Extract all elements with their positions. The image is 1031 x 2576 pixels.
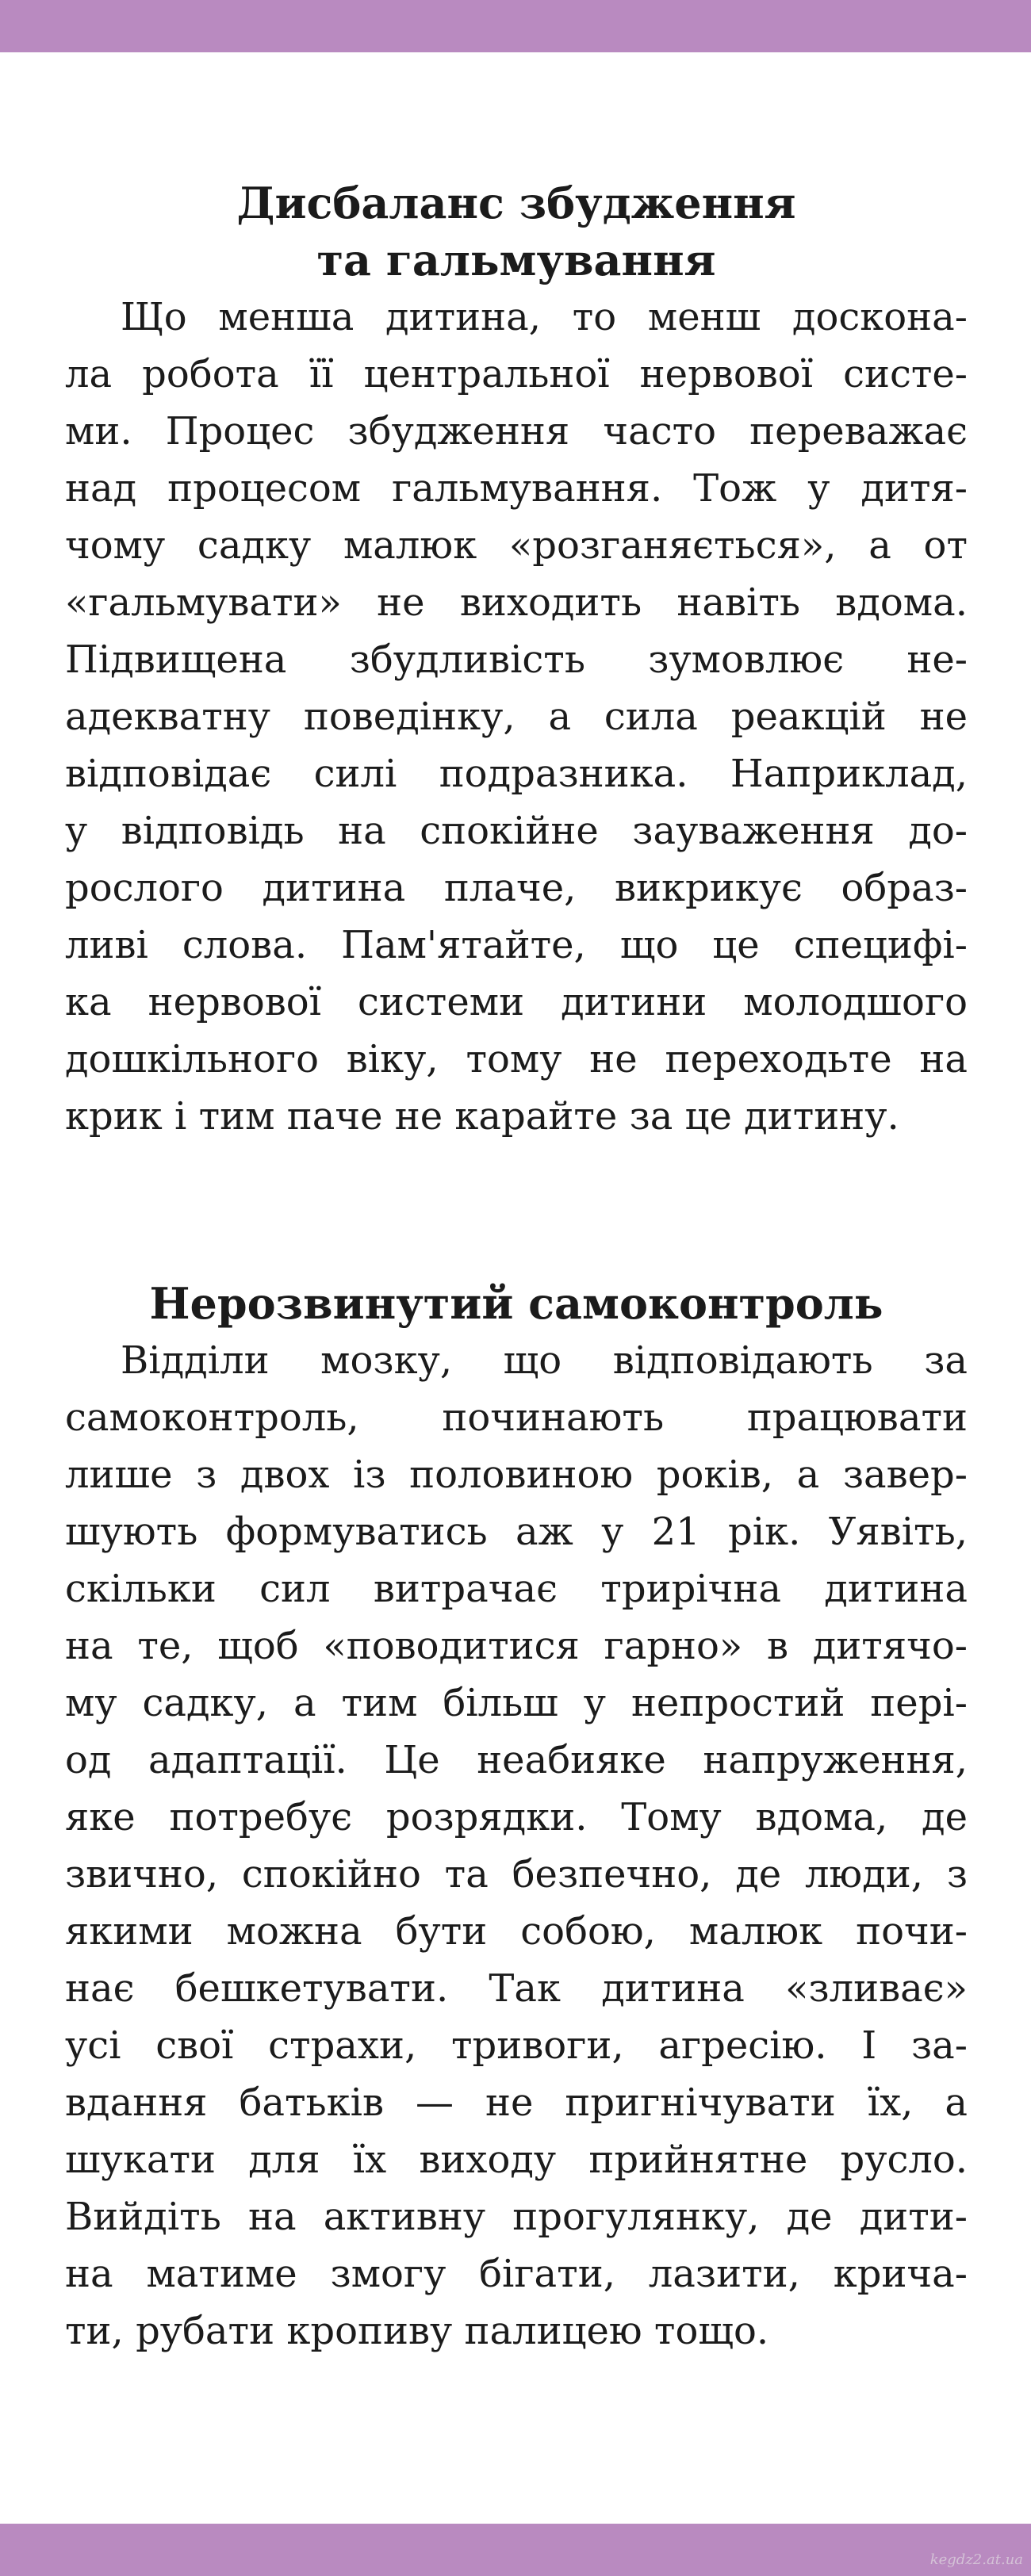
paragraph-line: од адаптації. Це неабияке напруження, bbox=[65, 1738, 968, 1782]
paragraph-line: нає бешкетувати. Так дитина «зливає» bbox=[65, 1966, 968, 2011]
paragraph-line: самоконтроль, починають працювати bbox=[65, 1395, 968, 1440]
paragraph-line: шують формуватись аж у 21 рік. Уявіть, bbox=[65, 1510, 968, 1554]
paragraph-line: звично, спокійно та безпечно, де люди, з bbox=[65, 1852, 968, 1897]
watermark: kegdz2.at.ua bbox=[929, 2551, 1023, 2568]
paragraph-line: Вийдіть на активну прогулянку, де дити- bbox=[65, 2195, 968, 2239]
paragraph-line: відповідає силі подразника. Наприклад, bbox=[65, 752, 968, 796]
paragraph-line: яке потребує розрядки. Тому вдома, де bbox=[65, 1795, 968, 1839]
paragraph-line: рослого дитина плаче, викрикує образ- bbox=[65, 866, 968, 910]
paragraph-line: ливі слова. Пам'ятайте, що це специфі- bbox=[65, 923, 968, 967]
paragraph-line: му садку, а тим більш у непростий пері- bbox=[65, 1681, 968, 1725]
paragraph-line: чому садку малюк «розганяється», а от bbox=[65, 523, 968, 568]
paragraph-line: шукати для їх виходу прийнятне русло. bbox=[65, 2138, 968, 2182]
paragraph-line: дошкільного віку, тому не переходьте на bbox=[65, 1037, 968, 1081]
paragraph-line: якими можна бути собою, малюк почи- bbox=[65, 1909, 968, 1954]
section-heading: Нерозвинутий самоконтроль bbox=[149, 1278, 883, 1329]
paragraph-line: на те, щоб «поводитися гарно» в дитячо- bbox=[65, 1624, 968, 1668]
paragraph-line: лише з двох із половиною років, а завер- bbox=[65, 1453, 968, 1497]
bottom-decorative-bar bbox=[0, 2524, 1031, 2576]
paragraph-line: ла робота її центральної нервової систе- bbox=[65, 352, 968, 396]
paragraph-line: вдання батьків — не пригнічувати їх, а bbox=[65, 2080, 968, 2125]
paragraph-line: адекватну поведінку, а сила реакцій не bbox=[65, 695, 968, 739]
paragraph-line: крик і тим паче не карайте за це дитину. bbox=[65, 1094, 899, 1139]
section-heading: Дисбаланс збудження та гальмування bbox=[236, 178, 796, 285]
paragraph-line: у відповідь на спокійне зауваження до- bbox=[65, 809, 968, 853]
paragraph-line: ка нервової системи дитини молодшого bbox=[65, 980, 968, 1024]
paragraph-line: Відділи мозку, що відповідають за bbox=[121, 1338, 968, 1383]
paragraph-line: на матиме змогу бігати, лазити, крича- bbox=[65, 2252, 968, 2296]
paragraph-line: «гальмувати» не виходить навіть вдома. bbox=[65, 580, 968, 625]
paragraph-line: ми. Процес збудження часто переважає bbox=[65, 409, 968, 454]
section-self-control bbox=[65, 1275, 968, 2360]
section-paragraph bbox=[65, 1332, 968, 2360]
section-paragraph bbox=[65, 289, 968, 1145]
top-decorative-bar bbox=[0, 0, 1031, 52]
paragraph-line: Підвищена збудливість зумовлює не- bbox=[65, 637, 968, 682]
paragraph-line: усі свої страхи, тривоги, агресію. І за- bbox=[65, 2023, 968, 2068]
paragraph-line: скільки сил витрачає трирічна дитина bbox=[65, 1567, 968, 1611]
paragraph-line: над процесом гальмування. Тож у дитя- bbox=[65, 466, 968, 511]
section-excitation-inhibition bbox=[65, 174, 968, 1145]
paragraph-line: Що менша дитина, то менш доскона- bbox=[121, 295, 968, 339]
paragraph-line: ти, рубати кропиву палицею тощо. bbox=[65, 2309, 769, 2353]
